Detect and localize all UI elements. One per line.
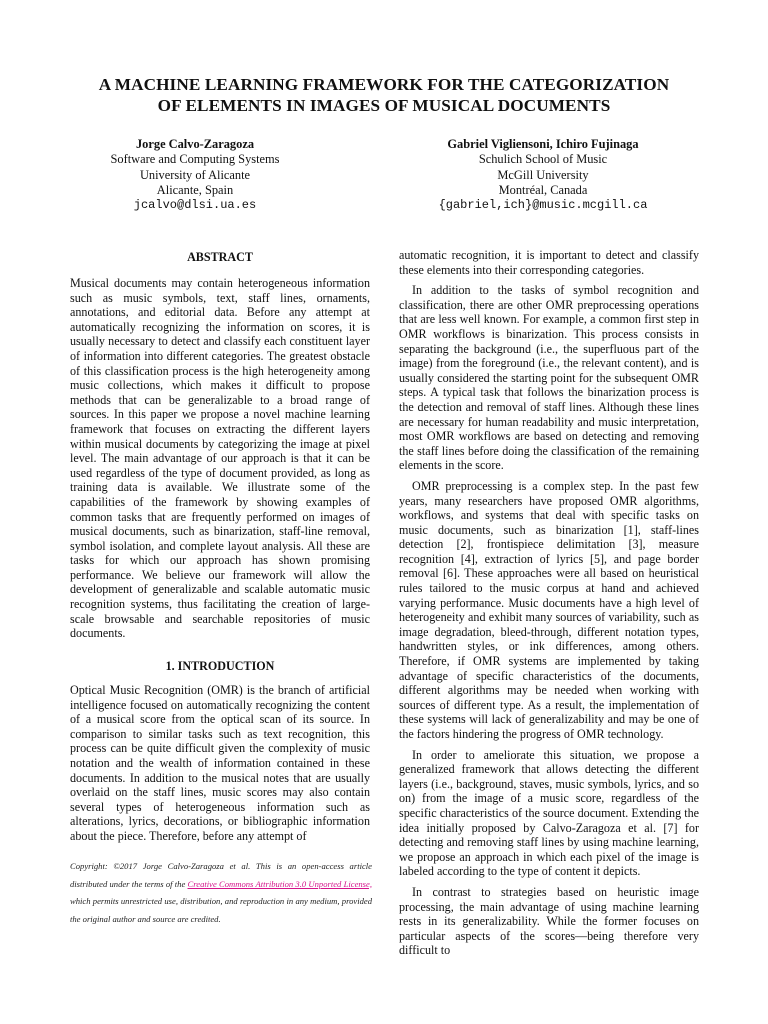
paragraph: In order to ameliorate this situation, we propose a generalized framework that allows detecting the different layers (i.e., background, staves, music symbols, lyrics, and so on) from the image of a music score, regardless of the specific characteristics of the source document. Extending the idea initially proposed by Calvo-Zaragoza et al. [7] for detecting and removing staff lines by using machine learning, we propose an approach in which each pixel of the image is labeled according to the type of content it depicts. xyxy=(399,747,699,879)
right-column xyxy=(399,248,699,958)
author-email: jcalvo@dlsi.ua.es xyxy=(133,198,257,213)
author-dept: Schulich School of Music xyxy=(478,152,608,167)
author-institution: University of Alicante xyxy=(139,167,251,182)
introduction-paragraph: Optical Music Recognition (OMR) is the branch of artificial intelligence focused on automatically recognizing the content of a musical score from the optical scan of its source. In comparison to similar tasks such as text recognition, this process can be quite difficult given the complexity of music notation and the wealth of information contained in these documents. In addition to the musical notes that are usually overlaid on the staff lines, music scores may also contain several types of heterogeneous information such as alterations, lyrics, decorations, or bibliographic information about the piece. Therefore, before any attempt of xyxy=(70,683,370,843)
introduction-text xyxy=(70,683,370,844)
title-line-1: A MACHINE LEARNING FRAMEWORK FOR THE CATEGORIZATION xyxy=(98,75,670,94)
copyright-text-before: Copyright: ©2017 Jorge Calvo-Zaragoza et al. This is an open-access article distributed under the terms of the xyxy=(70,861,372,889)
author-location: Alicante, Spain xyxy=(156,182,234,197)
title-line-2: OF ELEMENTS IN IMAGES OF MUSICAL DOCUMENTS xyxy=(157,96,611,115)
abstract-text xyxy=(70,276,370,641)
author-location: Montréal, Canada xyxy=(498,182,588,197)
author-block-left xyxy=(45,137,345,213)
abstract-paragraph: Musical documents may contain heterogeneous information such as music symbols, text, staff lines, ornaments, annotations, and editorial data. Before any attempt at automatically recognizing the information on scores, it is usually necessary to detect and classify each constituent layer of information into different categories. The greatest obstacle of this classification process is the high heterogeneity among music collections, which makes it difficult to propose methods that can be generalizable to a broad range of sources. In this paper we propose a novel machine learning framework that focuses on extracting the different layers within musical documents by categorizing the image at pixel level. The main advantage of our approach is that it can be used regardless of the type of document provided, as long as training data is available. We illustrate some of the capabilities of the framework by showing examples of common tasks that are frequently performed on images of musical documents, such as binarization, staff-line removal, symbol isolation, and complete layout analysis. All these are tasks for which our approach has shown promising performance. We believe our framework will allow the development of generalizable and scalable automatic music recognition systems, thus facilitating the creation of large-scale browsable and searchable repositories of music documents. xyxy=(70,276,370,641)
author-email: {gabriel,ich}@music.mcgill.ca xyxy=(438,198,648,213)
paragraph: OMR preprocessing is a complex step. In the past few years, many researchers have proposed OMR algorithms, workflows, and systems that deal with specific tasks on music documents, such as binarization [1], staff-lines detection [2], frontispiece delimitation [3], measure recognition [4], extraction of lyrics [5], and page border removal [6]. These approaches were all based on heuristical rules tailored to the music corpus at hand and achieved varying performance. Music documents have a high level of heterogeneity and exhibit many sources of variability, such as image degradation, bleed-through, different notation types, handwritten styles, or ink differences, among others. Therefore, if OMR systems are implemented by taking advantage of specific characteristics of the documents, different algorithms may be needed when working with sources of different type. As a result, the implementation of these systems will lack of generalizability and may be one of the factors hindering the progress of OMR technology. xyxy=(399,478,699,741)
author-institution: McGill University xyxy=(497,167,589,182)
copyright-notice xyxy=(70,858,372,928)
paragraph: In contrast to strategies based on heuristic image processing, the main advantage of using machine learning rests in its generalizability. While the former focuses on particular aspects of the scores—being therefore very difficult to xyxy=(399,884,699,958)
paragraph: In addition to the tasks of symbol recognition and classification, there are other OMR preprocessing operations that are less well known. For example, a common first step in OMR workflows is binarization. This process consists in separating the background (i.e., the superfluous part of the image) from the foreground (i.e., the relevant content), and is usually considered the starting point for the subsequent OMR steps. A typical task that follows the binarization process is the detection and removal of staff lines. Although these lines are necessary for human readability and music interpretation, most OMR workflows are based on detecting and removing the staff lines before doing the classification of the remaining elements in the score. xyxy=(399,283,699,473)
paragraph: automatic recognition, it is important to detect and classify these elements into their corresponding categories. xyxy=(399,248,699,277)
introduction-heading: 1. INTRODUCTION xyxy=(165,659,275,673)
author-name: Jorge Calvo-Zaragoza xyxy=(135,137,255,151)
author-dept: Software and Computing Systems xyxy=(110,152,280,167)
author-name: Gabriel Vigliensoni, Ichiro Fujinaga xyxy=(447,137,639,151)
author-block-right xyxy=(393,137,693,213)
copyright-text-after: which permits unrestricted use, distribution, and reproduction in any medium, provided the original author and source are credited. xyxy=(70,896,372,924)
license-link[interactable]: Creative Commons Attribution 3.0 Unported License, xyxy=(187,878,372,889)
abstract-heading: ABSTRACT xyxy=(187,250,253,264)
paper-title xyxy=(40,74,728,116)
